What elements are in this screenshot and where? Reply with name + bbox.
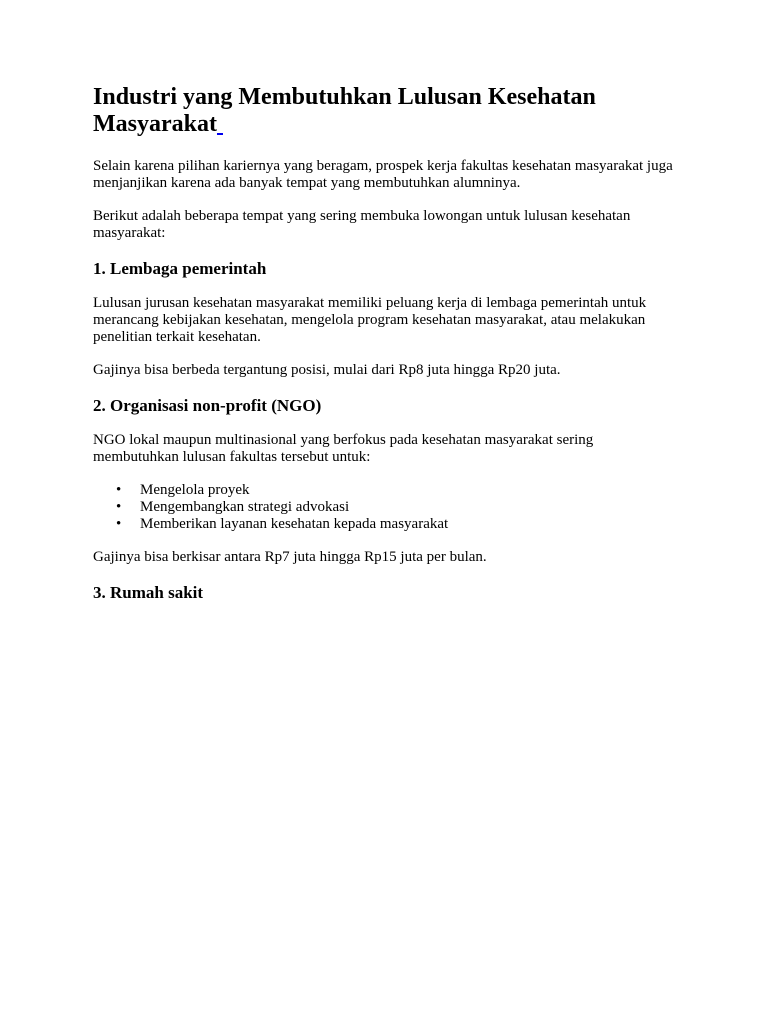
- title-anchor-link[interactable]: [217, 111, 223, 137]
- article-title: [93, 84, 673, 138]
- bullet-icon: •: [116, 482, 122, 498]
- bullet-icon: •: [116, 516, 122, 532]
- list-item-text: Mengelola proyek: [140, 482, 250, 498]
- section-paragraph: Lulusan jurusan kesehatan masyarakat memiliki peluang kerja di lembaga pemerintah untuk merancang kebijakan kesehatan, mengelola program kesehatan masyarakat, atau melakukan penelitian terkait kesehatan.: [93, 295, 647, 345]
- section-paragraph: Gajinya bisa berkisar antara Rp7 juta hingga Rp15 juta per bulan.: [93, 549, 487, 565]
- list-item-text: Memberikan layanan kesehatan kepada masyarakat: [140, 516, 449, 532]
- article-title-text: Industri yang Membutuhkan Lulusan Kesehatan Masyarakat: [93, 84, 596, 137]
- section-paragraph: NGO lokal maupun multinasional yang berfokus pada kesehatan masyarakat sering membutuhkan lulusan fakultas tersebut untuk:: [93, 432, 594, 465]
- section-heading-lembaga-pemerintah: 1. Lembaga pemerintah: [93, 259, 267, 278]
- intro-paragraph: Selain karena pilihan kariernya yang beragam, prospek kerja fakultas kesehatan masyarakat juga menjanjikan karena ada banyak tempat yang membutuhkan alumninya.: [93, 158, 673, 191]
- section-heading-ngo: 2. Organisasi non-profit (NGO): [93, 396, 322, 415]
- list-item: [116, 499, 673, 516]
- document-page: [93, 84, 673, 619]
- list-item-text: Mengembangkan strategi advokasi: [140, 499, 350, 515]
- bullet-list: [93, 482, 673, 533]
- intro-paragraph: Berikut adalah beberapa tempat yang sering membuka lowongan untuk lulusan kesehatan masyarakat:: [93, 208, 631, 241]
- list-item: [116, 516, 673, 533]
- section-paragraph: Gajinya bisa berbeda tergantung posisi, mulai dari Rp8 juta hingga Rp20 juta.: [93, 362, 561, 378]
- section-heading-rumah-sakit: 3. Rumah sakit: [93, 583, 204, 602]
- bullet-icon: •: [116, 499, 122, 515]
- list-item: [116, 482, 673, 499]
